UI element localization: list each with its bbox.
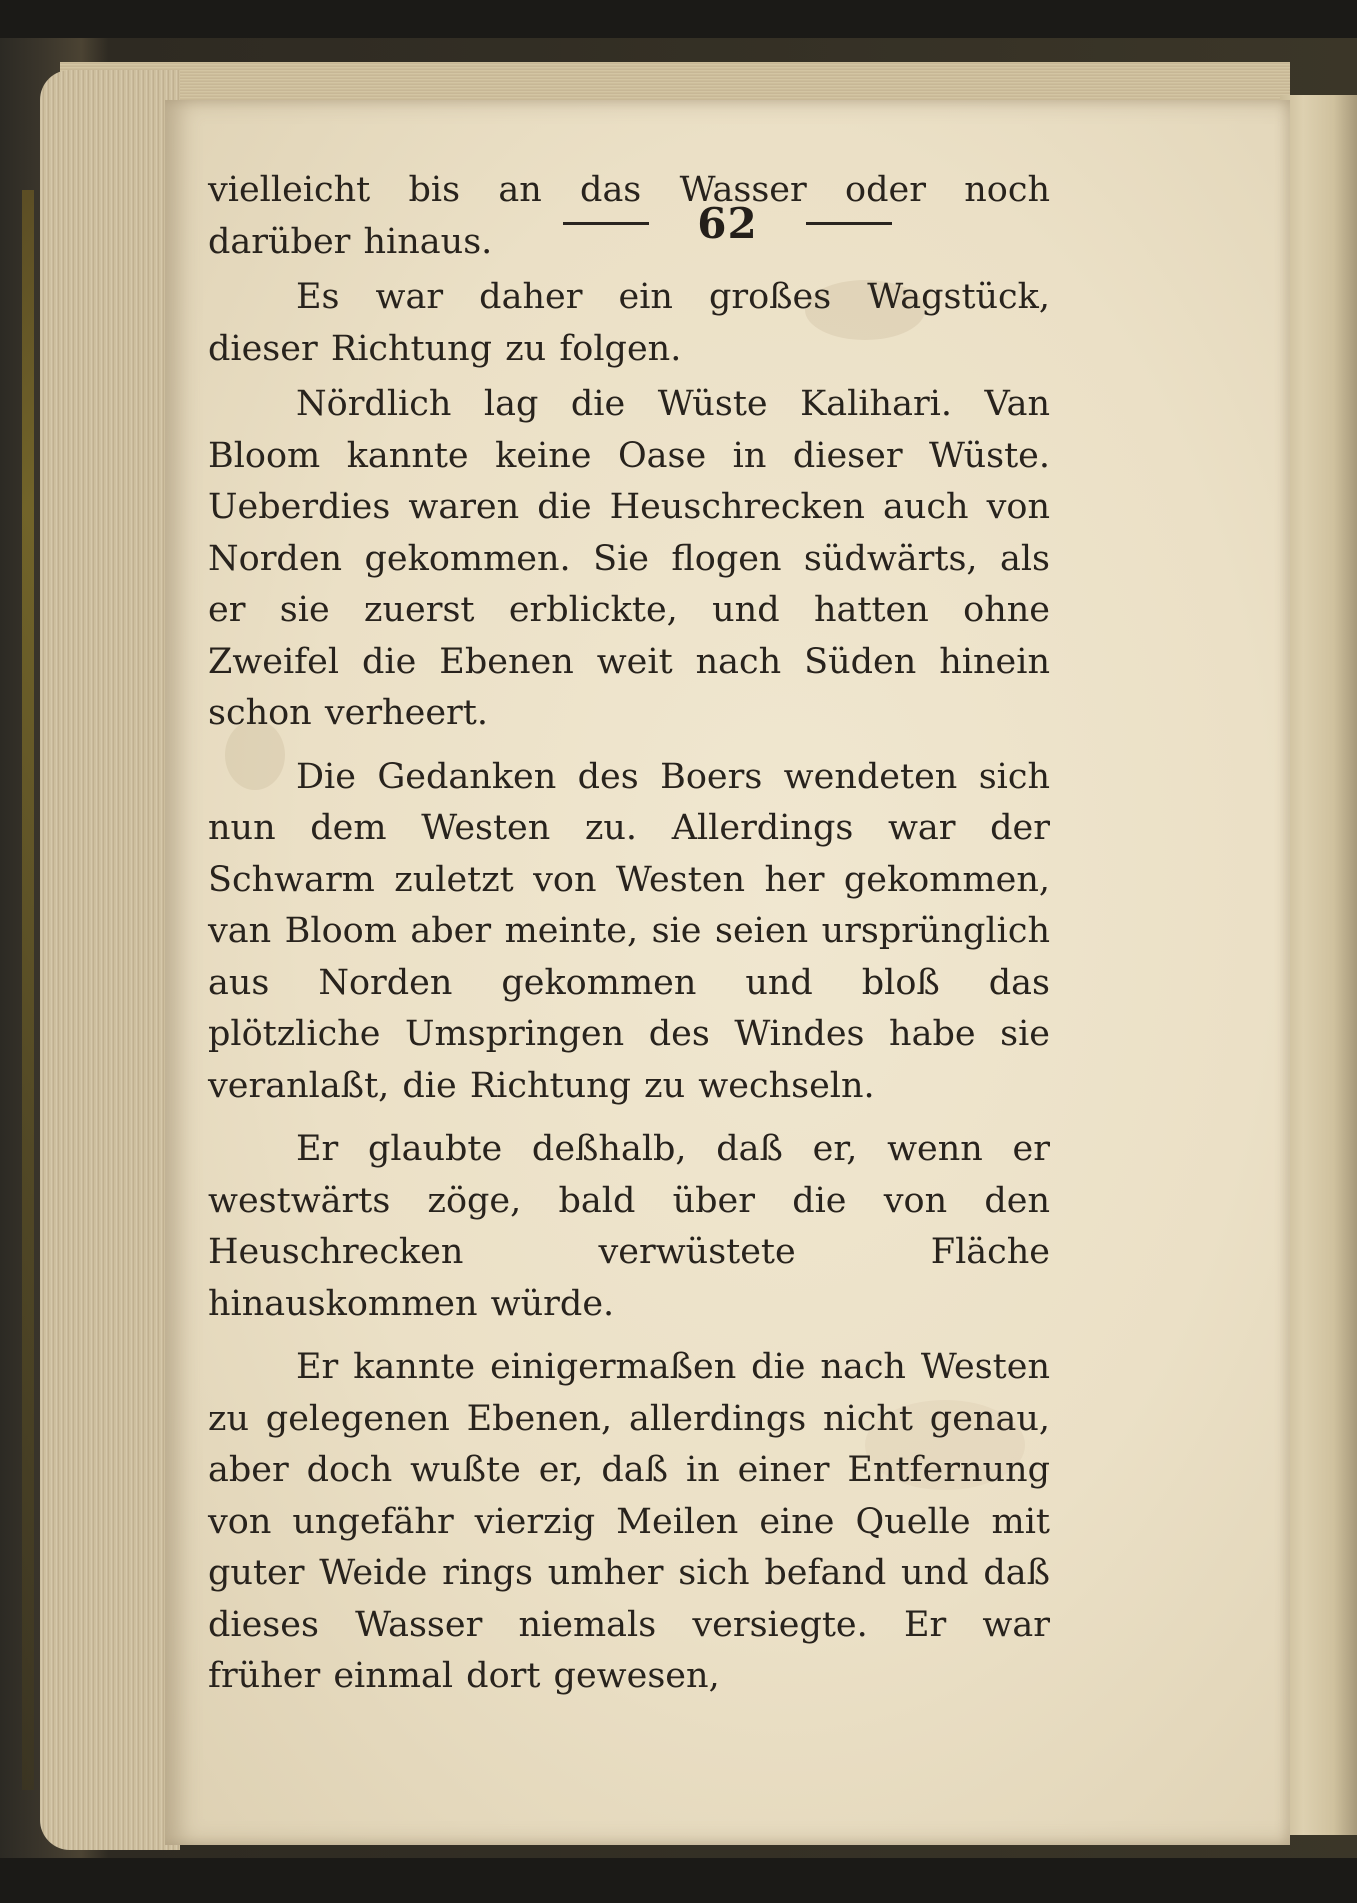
paragraph-3: Nördlich lag die Wüste Kalihari. Van Bloom kannte keine Oase in dieser Wüste. Ueberdies waren die Heuschrecken auch von Norden gekommen. Sie flogen südwärts, als er sie zuerst erblickte, und hatten ohne Zweifel die Ebenen weit nach Süden hinein schon verheert. [208,384,1050,733]
paragraph-4: Die Gedanken des Boers wendeten sich nun dem Westen zu. Allerdings war der Schwarm zuletzt von Westen her gekommen, van Bloom aber meinte, sie seien ursprünglich aus Norden gekommen und bloß das plötzliche Umspringen des Windes habe sie veranlaßt, die Richtung zu wechseln. [208,756,1050,1106]
facing-page-edge [1280,95,1357,1835]
page-number: 62 [697,198,758,248]
page-body [208,165,1050,1703]
book-spine [22,190,34,1790]
page-edges-left [40,70,180,1850]
paragraph-2: Es war daher ein großes Wagstück, dieser Richtung zu folgen. [208,277,1050,369]
paragraph-5: Er glaubte deßhalb, daß er, wenn er westwärts zöge, bald über die von den Heuschrecken verwüstete Fläche hinauskommen würde. [208,1129,1050,1324]
paragraph-6: Er kannte einigermaßen die nach Westen zu gelegenen Ebenen, allerdings nicht genau, aber doch wußte er, daß in einer Entfernung von ungefähr vierzig Meilen eine Quelle mit guter Weide rings umher sich befand und daß dieses Wasser niemals versiegte. Er war früher einmal dort gewesen, [208,1347,1050,1696]
paragraph-1: vielleicht bis an das Wasser oder noch darüber hinaus. [208,170,1050,262]
page-edges-top [60,62,1290,102]
